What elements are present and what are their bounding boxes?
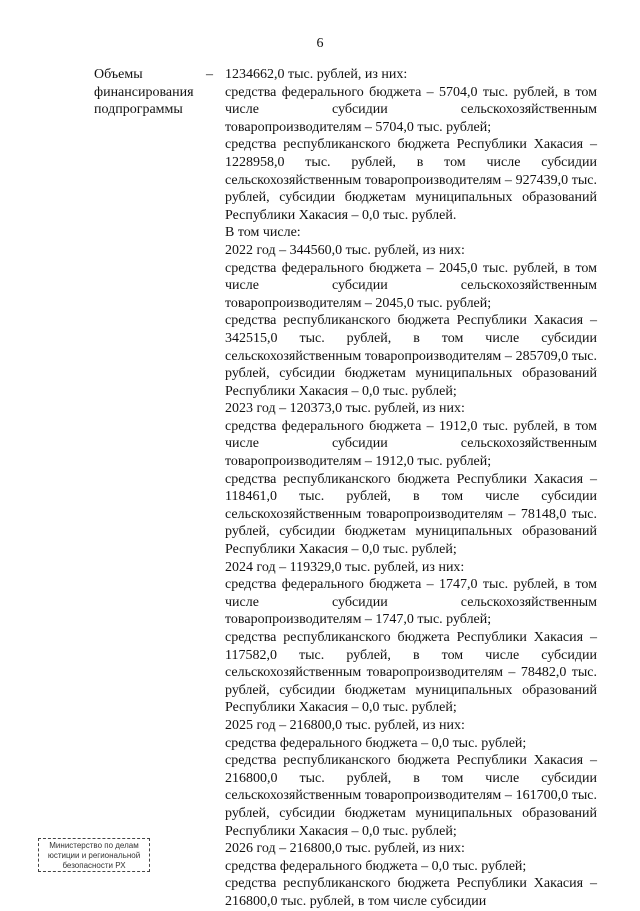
- paragraph-2023-federal: средства федерального бюджета – 1912,0 тыс. рублей, в том числе субсидии сельскохозяйственным товаропроизводителям – 1912,0 тыс. рублей;: [225, 418, 597, 470]
- paragraph-2026-republic: средства республиканского бюджета Республики Хакасия – 216800,0 тыс. рублей, в том числе субсидии: [225, 876, 597, 909]
- paragraph-total: 1234662,0 тыс. рублей, из них:: [225, 67, 408, 82]
- paragraph-2023-total: 2023 год – 120373,0 тыс. рублей, из них:: [225, 401, 465, 417]
- paragraph-2022-total: 2022 год – 344560,0 тыс. рублей, из них:: [225, 242, 465, 258]
- ministry-stamp: [38, 838, 150, 872]
- paragraph-2024-federal: средства федерального бюджета – 1747,0 тыс. рублей, в том числе субсидии сельскохозяйственным товаропроизводителям – 1747,0 тыс. рублей;: [225, 577, 597, 628]
- paragraph-2022-federal: средства федерального бюджета – 2045,0 тыс. рублей, в том числе субсидии сельскохозяйственным товаропроизводителям – 2045,0 тыс. рублей;: [225, 260, 597, 311]
- paragraph-2025-republic: средства республиканского бюджета Республики Хакасия – 216800,0 тыс. рублей, в том числе субсидии сельскохозяйственным товаропроизводителям – 161700,0 тыс. рублей, субсидии бюджетам муниципальных образований Республики Хакасия – 0,0 тыс. рублей;: [225, 753, 597, 839]
- paragraph-2024-republic: средства республиканского бюджета Республики Хакасия – 117582,0 тыс. рублей, в том числе субсидии сельскохозяйственным товаропроизводителям – 78482,0 тыс. рублей, субсидии бюджетам муниципальных образований Республики Хакасия – 0,0 тыс. рублей;: [225, 630, 597, 716]
- stamp-line: Министерство по делам: [49, 841, 139, 850]
- paragraph-2024-total: 2024 год – 119329,0 тыс. рублей, из них:: [225, 559, 465, 575]
- paragraph-2022-republic: средства республиканского бюджета Республики Хакасия – 342515,0 тыс. рублей, в том числе субсидии сельскохозяйственным товаропроизводителям – 285709,0 тыс. рублей, субсидии бюджетам муниципальных образований Республики Хакасия – 0,0 тыс. рублей;: [225, 313, 597, 399]
- section-label: Объемы финансирования подпрограммы: [94, 67, 194, 118]
- paragraph-federal-total: средства федерального бюджета – 5704,0 тыс. рублей, в том числе субсидии сельскохозяйственным товаропроизводителям – 5704,0 тыс. рублей;: [225, 84, 597, 135]
- page-number: 6: [316, 36, 324, 51]
- paragraph-2026-total: 2026 год – 216800,0 тыс. рублей, из них:: [225, 841, 465, 857]
- funding-content: [225, 66, 597, 911]
- label-dash: –: [206, 67, 213, 82]
- paragraph-including: В том числе:: [225, 225, 301, 241]
- paragraph-republic-total: средства республиканского бюджета Республики Хакасия – 1228958,0 тыс. рублей, в том числе субсидии сельскохозяйственным товаропроизводителям – 927439,0 тыс. рублей, субсидии бюджетам муниципальных образований Республики Хакасия – 0,0 тыс. рублей.: [225, 137, 597, 223]
- stamp-line: безопасности РХ: [62, 861, 126, 870]
- paragraph-2025-total: 2025 год – 216800,0 тыс. рублей, из них:: [225, 717, 465, 733]
- paragraph-2025-federal: средства федерального бюджета – 0,0 тыс. рублей;: [225, 735, 527, 751]
- paragraph-2023-republic: средства республиканского бюджета Республики Хакасия – 118461,0 тыс. рублей, в том числе субсидии сельскохозяйственным товаропроизводителям – 78148,0 тыс. рублей, субсидии бюджетам муниципальных образований Республики Хакасия – 0,0 тыс. рублей;: [225, 471, 597, 558]
- paragraph-2026-federal: средства федерального бюджета – 0,0 тыс. рублей;: [225, 858, 527, 874]
- stamp-line: юстиции и региональной: [47, 851, 141, 860]
